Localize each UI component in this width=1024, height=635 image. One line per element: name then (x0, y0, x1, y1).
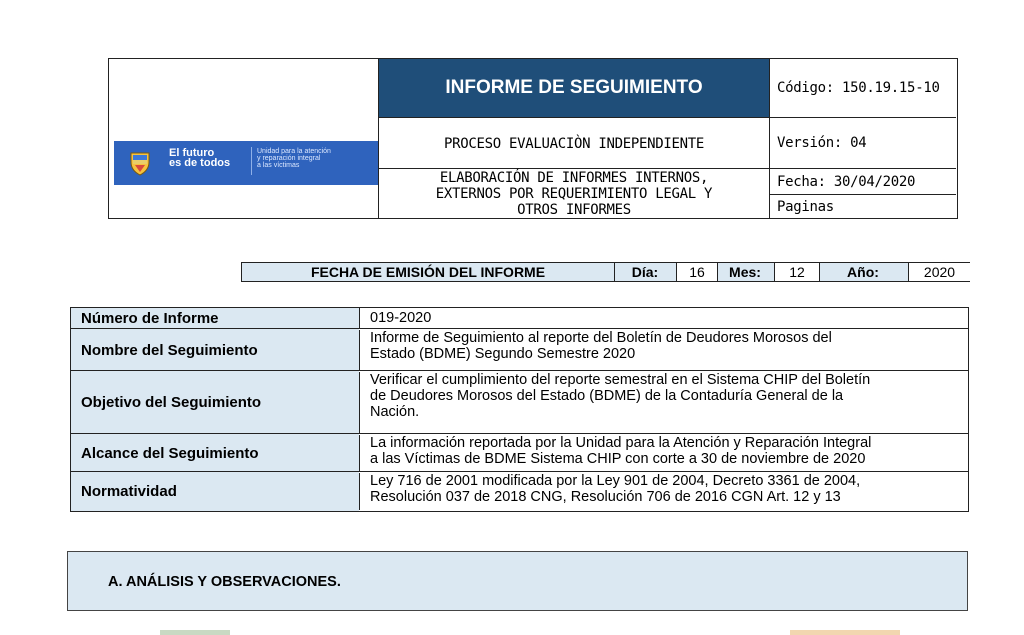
header-meta (769, 59, 957, 218)
subprocess-line-1: ELABORACIÓN DE INFORMES INTERNOS, (439, 169, 709, 186)
next-page-edge (160, 630, 230, 635)
scope-label: Alcance del Seguimiento (71, 434, 359, 472)
objective-value (359, 372, 968, 433)
document-date: Fecha: 30/04/2020 (770, 168, 956, 194)
emission-date-row (241, 262, 970, 282)
year-label: Año: (847, 264, 879, 280)
document-pages: Paginas (770, 194, 956, 218)
logo-subtext-3: a las víctimas (257, 162, 300, 169)
subprocess-name (379, 168, 769, 218)
text-line: Resolución 037 de 2018 CNG, Resolución 706 de 2016 CGN Art. 12 y 13 (370, 489, 841, 505)
text-line: Nación. (370, 404, 420, 420)
header-middle (379, 59, 769, 218)
text-line: Verificar el cumplimiento del reporte semestral en el Sistema CHIP del Boletín (370, 372, 871, 388)
report-number-value: 019-2020 (359, 308, 968, 328)
emission-date-label: FECHA DE EMISIÓN DEL INFORME (242, 263, 615, 281)
unidad-victimas-logo (114, 141, 378, 185)
report-number-label: Número de Informe (71, 308, 359, 328)
logo-text-line-2: es de todos (169, 157, 231, 169)
next-page-edge (790, 630, 900, 635)
subprocess-line-3: OTROS INFORMES (517, 201, 631, 218)
scope-value (359, 435, 968, 471)
text-line: Estado (BDME) Segundo Semestre 2020 (370, 346, 636, 362)
logo-text-line-1: El futuro (169, 147, 215, 159)
text-line: La información reportada por la Unidad para la Atención y Reparación Integral (370, 435, 872, 451)
day-label: Día: (631, 264, 659, 280)
regulation-label: Normatividad (71, 472, 359, 511)
logo-divider (251, 147, 252, 175)
year-value: 2020 (908, 263, 970, 281)
report-info-table (70, 307, 969, 512)
month-label: Mes: (729, 264, 761, 280)
month-value: 12 (774, 263, 820, 281)
document-code: Código: 150.19.15-10 (777, 80, 940, 96)
section-analysis-title: A. ANÁLISIS Y OBSERVACIONES. (108, 574, 341, 590)
logo-cell (109, 59, 379, 218)
tracking-name-label: Nombre del Seguimiento (71, 329, 359, 371)
logo-subtext-1: Unidad para la atención (257, 148, 331, 155)
subprocess-line-2: EXTERNOS POR REQUERIMIENTO LEGAL Y (435, 185, 713, 202)
objective-label: Objetivo del Seguimiento (71, 371, 359, 434)
document-title: INFORME DE SEGUIMIENTO (379, 59, 769, 117)
document-header (108, 58, 958, 219)
text-line: de Deudores Morosos del Estado (BDME) de la Contaduría General de la (370, 388, 844, 404)
document-version: Versión: 04 (770, 117, 956, 168)
regulation-value (359, 473, 968, 510)
logo-subtext-2: y reparación integral (257, 155, 321, 162)
text-line: a las Víctimas de BDME Sistema CHIP con corte a 30 de noviembre de 2020 (370, 451, 866, 467)
text-line: Ley 716 de 2001 modificada por la Ley 901 de 2004, Decreto 3361 de 2004, (370, 473, 861, 489)
day-value: 16 (676, 263, 718, 281)
section-analysis (67, 551, 968, 611)
text-line: Informe de Seguimiento al reporte del Boletín de Deudores Morosos del (370, 330, 832, 346)
process-name: PROCESO EVALUACIÒN INDEPENDIENTE (379, 117, 769, 169)
tracking-name-value (359, 330, 968, 370)
coat-of-arms-icon (128, 150, 152, 176)
